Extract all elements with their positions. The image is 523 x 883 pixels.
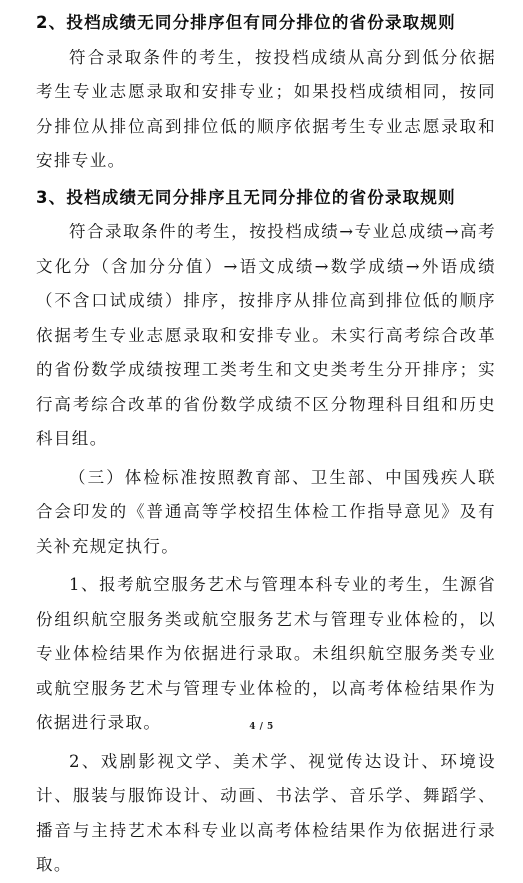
paragraph-health-item-2: 2、戏剧影视文学、美术学、视觉传达设计、环境设计、服装与服饰设计、动画、书法学、音乐学、舞蹈学、播音与主持艺术本科专业以高考体检结果作为依据进行录取。 <box>36 751 496 874</box>
paragraph-rule-3: 符合录取条件的考生，按投档成绩→专业总成绩→高考文化分（含加分分值）→语文成绩→数学成绩→外语成绩（不含口试成绩）排序，按排序从排位高到排位低的顺序依据考生专业志愿录取和安排专业。未实行高考综合改革的省份数学成绩按理工类考生和文史类考生分开排序；实行高考综合改革的省份数学成绩不区分物理科目组和历史科目组。 <box>36 222 496 448</box>
section-heading-3: 3、投档成绩无同分排序且无同分排位的省份录取规则 <box>36 187 456 207</box>
paragraph-rule-2: 符合录取条件的考生，按投档成绩从高分到低分依据考生专业志愿录取和安排专业；如果投档成绩相同，按同分排位从排位高到排位低的顺序依据考生专业志愿录取和安排专业。 <box>36 47 496 170</box>
section-heading-2: 2、投档成绩无同分排序但有同分排位的省份录取规则 <box>36 13 456 32</box>
paragraph-health-standard: （三）体检标准按照教育部、卫生部、中国残疾人联合会印发的《普通高等学校招生体检工作指导意见》及有关补充规定执行。 <box>36 467 496 556</box>
paragraph-health-item-1: 1、报考航空服务艺术与管理本科专业的考生，生源省份组织航空服务类或航空服务艺术与管理专业体检的，以专业体检结果作为依据进行录取。未组织航空服务类专业或航空服务艺术与管理专业体检的，以高考体检结果作为依据进行录取。 <box>36 575 496 732</box>
page-number: 4 / 5 <box>249 722 274 732</box>
document-body <box>0 6 523 883</box>
